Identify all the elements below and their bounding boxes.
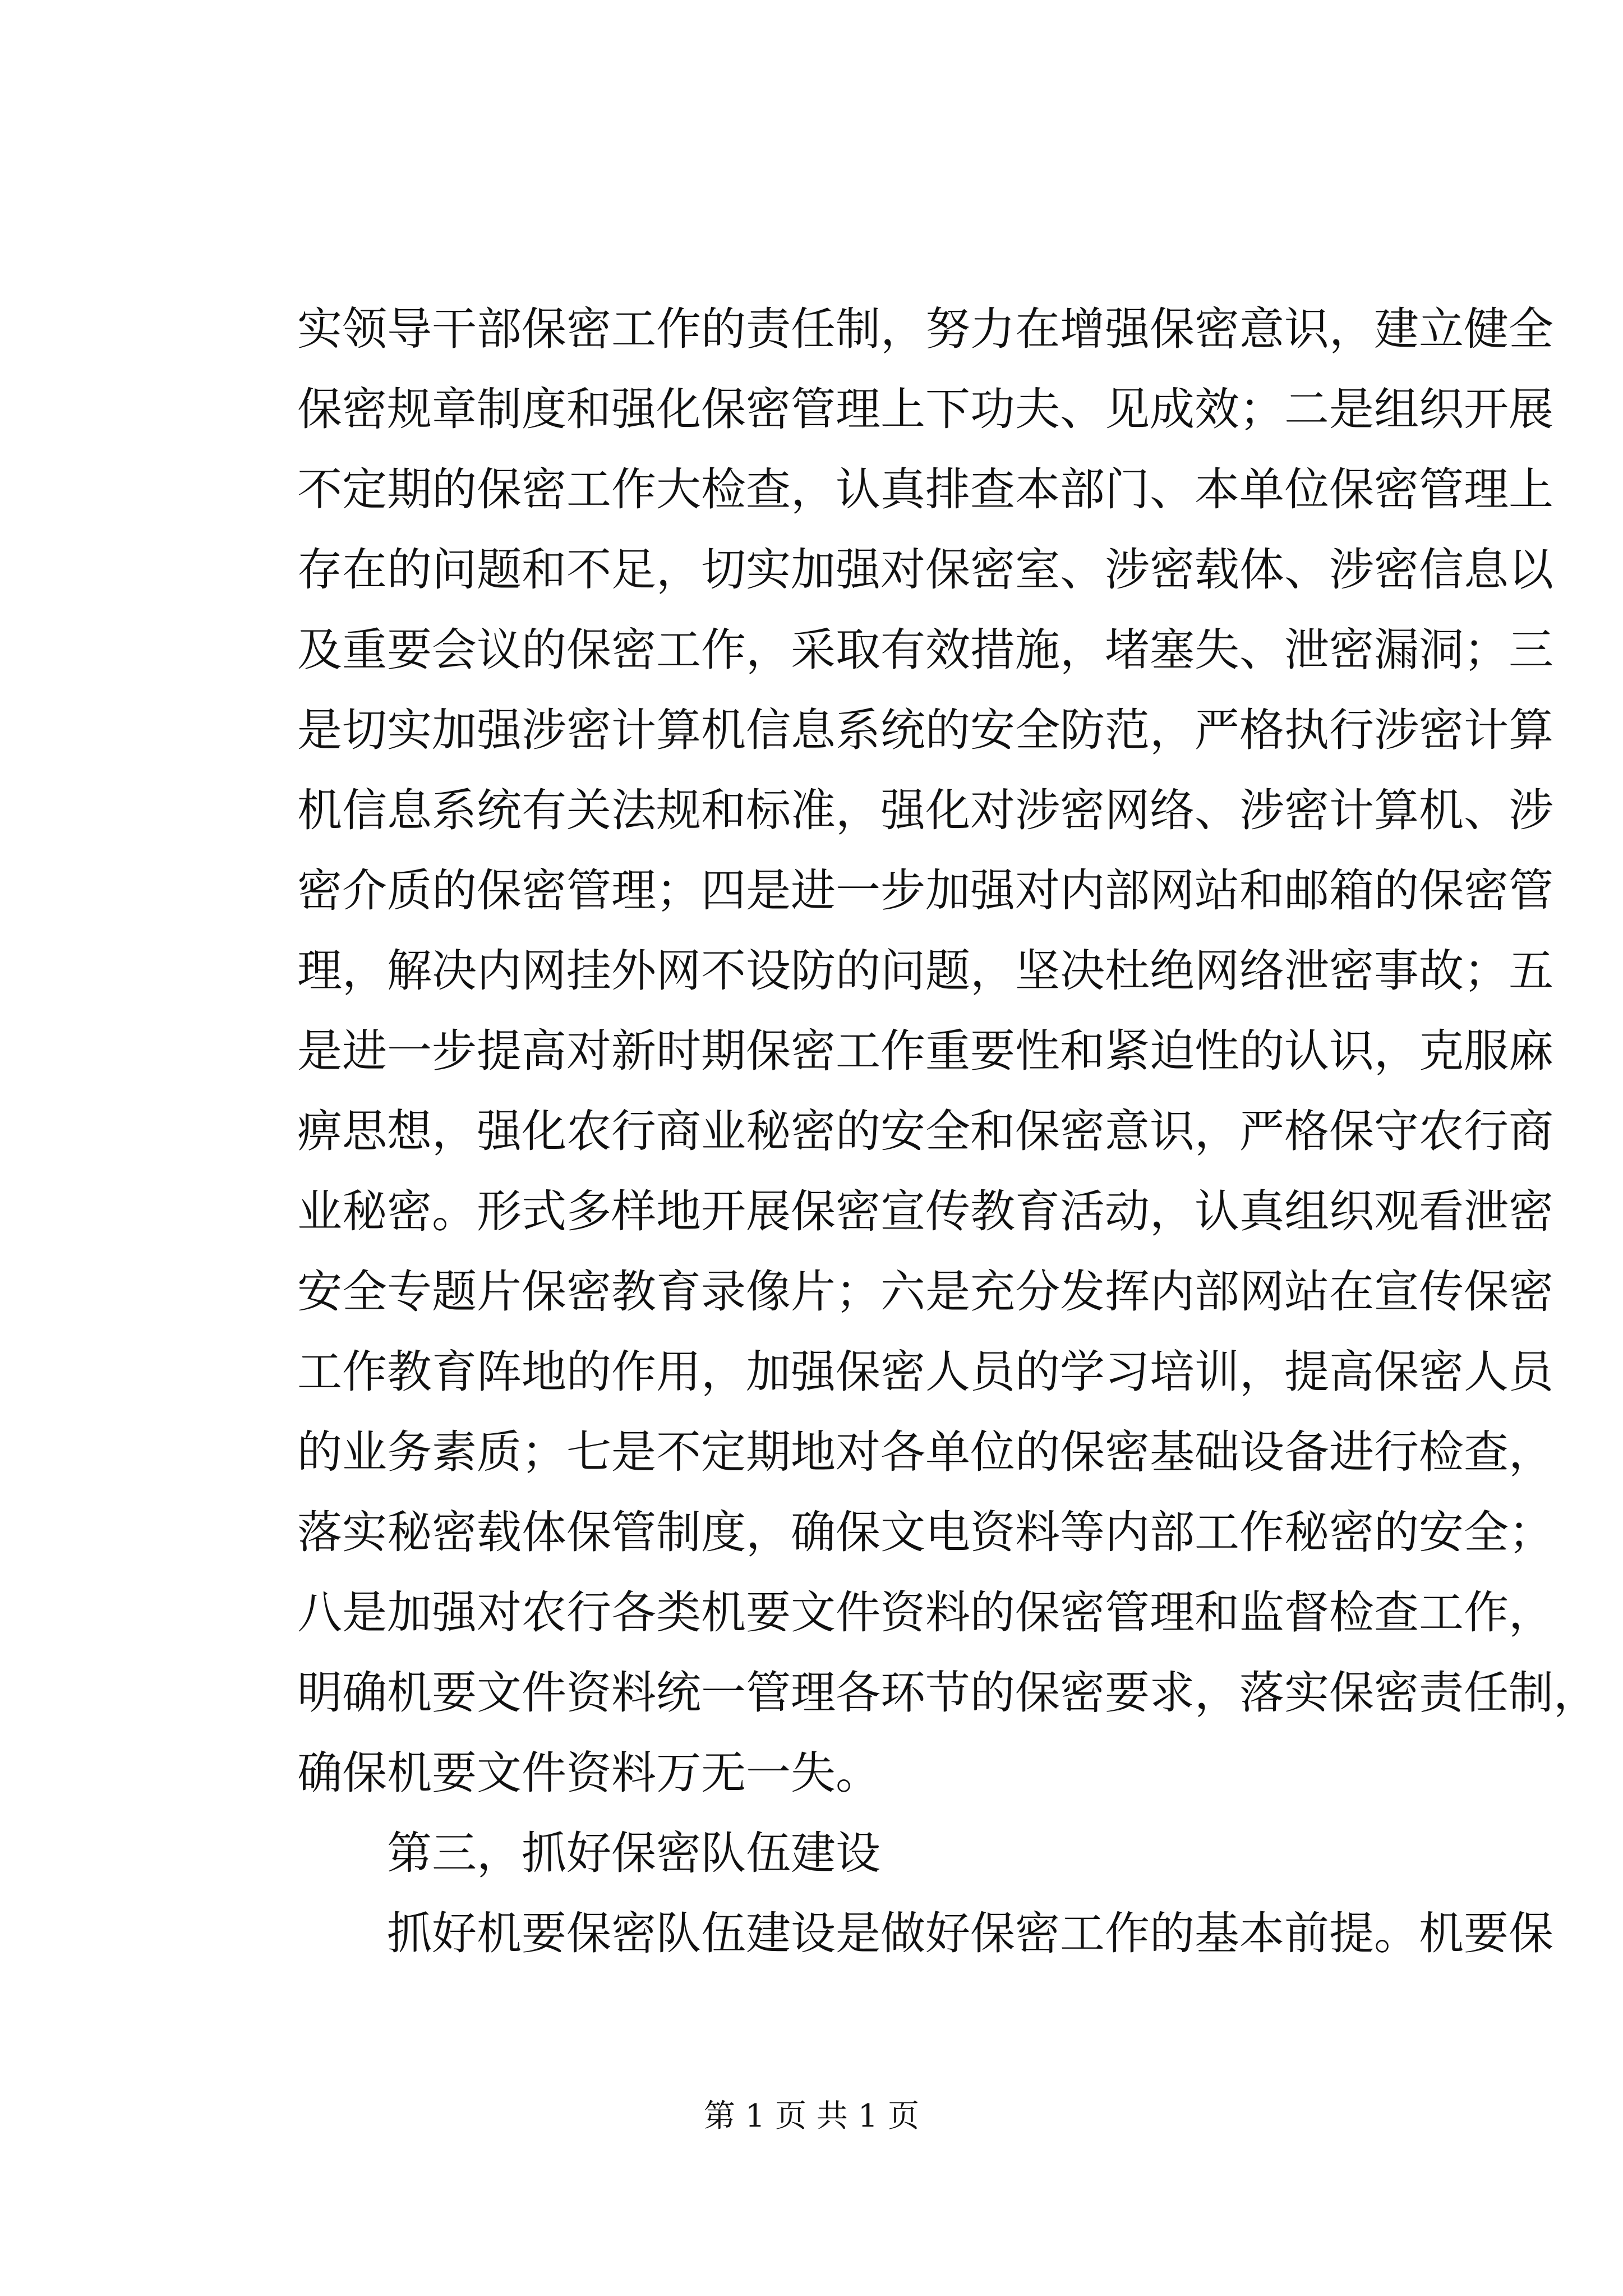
text-line: 实领导干部保密工作的责任制，努力在增强保密意识，建立健全 <box>297 303 1553 355</box>
document-body <box>297 289 1598 1973</box>
text-line: 是进一步提高对新时期保密工作重要性和紧迫性的认识，克服麻 <box>297 1025 1553 1077</box>
text-line: 确保机要文件资料万无一失。 <box>297 1747 880 1799</box>
text-line: 理，解决内网挂外网不设防的问题，坚决杜绝网络泄密事故；五 <box>297 945 1553 997</box>
text-line: 是切实加强涉密计算机信息系统的安全防范，严格执行涉密计算 <box>297 704 1553 756</box>
text-line: 业秘密。形式多样地开展保密宣传教育活动，认真组织观看泄密 <box>297 1185 1553 1237</box>
text-line: 不定期的保密工作大检查，认真排查本部门、本单位保密管理上 <box>297 463 1553 516</box>
text-line: 落实秘密载体保管制度，确保文电资料等内部工作秘密的安全； <box>297 1506 1553 1558</box>
text-line: 存在的问题和不足，切实加强对保密室、涉密载体、涉密信息以 <box>297 544 1553 596</box>
paragraph-start: 抓好机要保密队伍建设是做好保密工作的基本前提。机要保 <box>387 1907 1553 1959</box>
text-line: 工作教育阵地的作用，加强保密人员的学习培训，提高保密人员 <box>297 1346 1553 1398</box>
text-line: 密介质的保密管理；四是进一步加强对内部网站和邮箱的保密管 <box>297 864 1553 917</box>
section-heading: 第三，抓好保密队伍建设 <box>387 1827 880 1879</box>
page-footer: 第 1 页 共 1 页 <box>703 2098 920 2134</box>
text-line: 保密规章制度和强化保密管理上下功夫、见成效；二是组织开展 <box>297 383 1553 435</box>
text-line: 痹思想，强化农行商业秘密的安全和保密意识，严格保守农行商 <box>297 1105 1553 1157</box>
text-line: 机信息系统有关法规和标准，强化对涉密网络、涉密计算机、涉 <box>297 784 1553 836</box>
text-line: 明确机要文件资料统一管理各环节的保密要求，落实保密责任制， <box>297 1667 1598 1719</box>
text-line: 八是加强对农行各类机要文件资料的保密管理和监督检查工作， <box>297 1586 1553 1639</box>
text-line: 的业务素质；七是不定期地对各单位的保密基础设备进行检查， <box>297 1426 1553 1478</box>
text-line: 安全专题片保密教育录像片；六是充分发挥内部网站在宣传保密 <box>297 1266 1553 1318</box>
text-line: 及重要会议的保密工作，采取有效措施，堵塞失、泄密漏洞；三 <box>297 624 1553 676</box>
